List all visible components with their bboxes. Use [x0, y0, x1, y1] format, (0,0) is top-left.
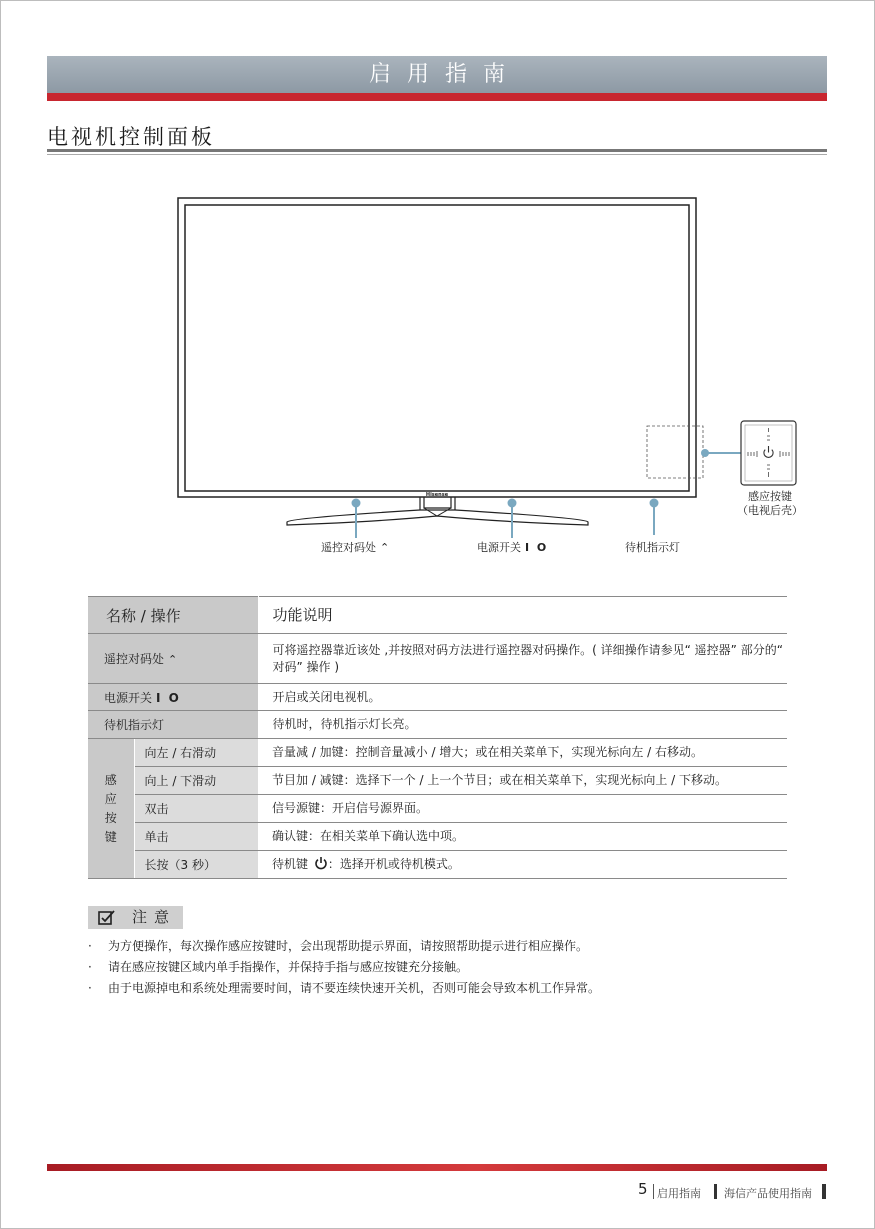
- note-badge: [88, 906, 183, 929]
- checkbox-icon: [98, 910, 116, 925]
- tv-diagram: [0, 0, 875, 570]
- chevron-up-icon: ⌃: [380, 541, 390, 554]
- header-desc: 功能说明: [258, 597, 787, 634]
- power-io-icon: I O: [156, 690, 181, 705]
- chevron-up-icon: ⌃: [168, 653, 178, 666]
- table-header-row: [88, 597, 787, 634]
- note-title: 注意: [132, 908, 177, 926]
- label-standby: 待机指示灯: [625, 541, 680, 554]
- label-sensor: 感应按键 （电视后壳）: [737, 490, 803, 517]
- footer-section: 启用指南: [657, 1187, 701, 1200]
- header-title: 启用指南: [368, 62, 521, 87]
- sensor-group-label: 感 应 按 键: [88, 739, 134, 879]
- table-row: 待机指示灯 待机时，待机指示灯长亮。: [88, 711, 787, 739]
- label-power: 电源开关 I O: [477, 541, 549, 554]
- table-row: 向上 / 下滑动 节目加 / 减键：选择下一个 / 上一个节目；或在相关菜单下，实现光标向上 / 下移动。: [88, 767, 787, 795]
- tv-brand-logo: Hisense: [425, 492, 449, 498]
- tv-screen: [185, 205, 689, 491]
- list-item: · 为方便操作，每次操作感应按键时，会出现帮助提示界面，请按照帮助提示进行相应操作。: [88, 939, 589, 953]
- spec-table: [88, 596, 787, 879]
- footer-divider: [653, 1184, 654, 1199]
- list-item: · 由于电源掉电和系统处理需要时间，请不要连续快速开关机，否则可能会导致本机工作异常。: [88, 981, 601, 995]
- section-title: 电视机控制面板: [47, 125, 215, 149]
- tv-stand-base: [287, 510, 588, 525]
- footer-manual: 海信产品使用指南: [724, 1187, 812, 1200]
- table-row: 电源开关 I O 开启或关闭电视机。: [88, 684, 787, 711]
- footer-block: [822, 1184, 826, 1199]
- note-list: [88, 936, 600, 999]
- power-io-icon: I O: [525, 541, 549, 554]
- table-row: 遥控对码处 ⌃ 可将遥控器靠近该处 ,并按照对码方法进行遥控器对码操作。( 详细操作请参见“ 遥控器” 部分的“ 对码” 操作 ): [88, 634, 787, 684]
- label-pairing: 遥控对码处 ⌃: [321, 541, 390, 554]
- list-item: · 请在感应按键区域内单手指操作，并保持手指与感应按键充分接触。: [88, 960, 469, 974]
- table-row: 感 应 按 键 向左 / 右滑动 音量减 / 加键：控制音量减小 / 增大；或在相关菜单下，实现光标向左 / 右移动。: [88, 739, 787, 767]
- table-row: 单击 确认键：在相关菜单下确认选中项。: [88, 823, 787, 851]
- footer-block: [714, 1184, 717, 1199]
- page-number: 5: [638, 1180, 648, 1198]
- table-row: 长按（3 秒） 待机键 ：选择开机或待机模式。: [88, 851, 787, 879]
- power-icon: [314, 856, 328, 870]
- header-name: 名称 / 操作: [88, 597, 258, 634]
- table-row: 双击 信号源键：开启信号源界面。: [88, 795, 787, 823]
- footer: [610, 1180, 827, 1201]
- footer-bar: [47, 1164, 827, 1171]
